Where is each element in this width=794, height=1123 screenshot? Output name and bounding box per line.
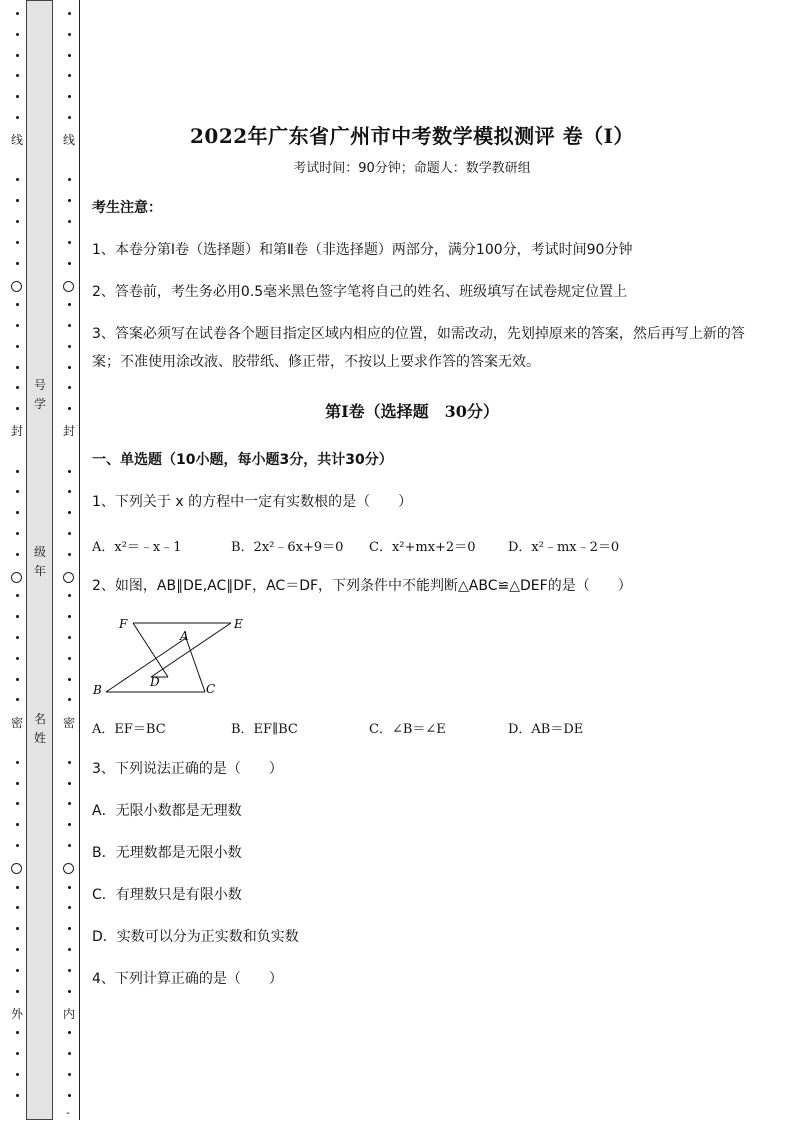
inner-label-feng: 封 — [62, 424, 75, 438]
question-1-option-c[interactable]: C．x²+mx+2＝0 — [369, 540, 476, 555]
binding-dot — [16, 553, 19, 556]
binding-dot — [68, 927, 71, 930]
binding-dot — [68, 678, 71, 681]
binding-dot — [68, 969, 71, 972]
ring-icon — [11, 572, 22, 583]
outer-label-xian: 线 — [10, 133, 23, 147]
part-heading: 一、单选题（10小题，每小题3分，共计30分） — [92, 452, 393, 468]
binding-dot — [16, 178, 19, 181]
inner-label-nei: 内 — [62, 1007, 75, 1021]
binding-dot — [16, 990, 19, 993]
binding-dot — [68, 657, 71, 660]
binding-dot — [16, 470, 19, 473]
figure-label-d: D — [150, 675, 160, 689]
binding-dot — [68, 594, 71, 597]
binding-dot — [68, 407, 71, 410]
question-1-option-b[interactable]: B．2x²﹣6x+9＝0 — [231, 540, 344, 555]
binding-dot — [68, 615, 71, 618]
binding-dot — [68, 33, 71, 36]
field-student-number[interactable]: 号学 — [33, 378, 46, 411]
question-3-option-d[interactable]: D．实数可以分为正实数和负实数 — [92, 929, 299, 945]
binding-dot — [16, 1052, 19, 1055]
binding-dot — [68, 178, 71, 181]
ring-icon — [11, 863, 22, 874]
question-2-option-d[interactable]: D．AB＝DE — [508, 722, 584, 737]
binding-dot — [68, 698, 71, 701]
binding-dot — [68, 886, 71, 889]
binding-dot — [16, 1094, 19, 1097]
inner-label-xian: 线 — [62, 133, 75, 147]
binding-dot — [16, 948, 19, 951]
binding-dot — [16, 906, 19, 909]
binding-dot — [16, 761, 19, 764]
binding-dot — [68, 636, 71, 639]
outer-label-mi: 密 — [10, 716, 23, 730]
ring-icon — [11, 281, 22, 292]
field-name[interactable]: 名姓 — [33, 712, 46, 745]
binding-dot — [16, 262, 19, 265]
ring-icon — [63, 572, 74, 583]
ring-icon — [63, 281, 74, 292]
question-2-option-c[interactable]: C．∠B＝∠E — [369, 722, 446, 737]
binding-dot — [68, 386, 71, 389]
binding-dot — [68, 511, 71, 514]
binding-dot — [68, 802, 71, 805]
binding-dot — [16, 303, 19, 306]
binding-dot — [68, 262, 71, 265]
binding-dot — [16, 594, 19, 597]
binding-dot — [16, 823, 19, 826]
binding-dot — [16, 615, 19, 618]
binding-dot — [68, 116, 71, 119]
question-1-option-a[interactable]: A．x²＝﹣x﹣1 — [92, 540, 182, 555]
binding-dot — [68, 95, 71, 98]
question-2-geometry-figure — [92, 612, 252, 702]
binding-dot — [68, 1031, 71, 1034]
binding-dot — [68, 345, 71, 348]
binding-dot — [16, 324, 19, 327]
question-3-option-a[interactable]: A．无限小数都是无理数 — [92, 803, 242, 819]
figure-label-c: C — [206, 682, 216, 696]
notice-item-1: 1、本卷分第Ⅰ卷（选择题）和第Ⅱ卷（非选择题）两部分，满分100分，考试时间90分钟 — [92, 242, 633, 258]
binding-dot — [16, 1031, 19, 1034]
binding-dot — [16, 386, 19, 389]
notice-item-2: 2、答卷前，考生务必用0.5毫米黑色签字笔将自己的姓名、班级填写在试卷规定位置上 — [92, 284, 628, 300]
binding-dot — [16, 636, 19, 639]
page-title: 2022年广东省广州市中考数学模拟测评 卷（Ⅰ） — [190, 124, 634, 148]
binding-dot — [68, 844, 71, 847]
binding-dot — [68, 761, 71, 764]
binding-dot — [68, 906, 71, 909]
binding-dot — [16, 33, 19, 36]
binding-dot — [16, 116, 19, 119]
binding-inner-line — [79, 0, 80, 1120]
binding-dot — [16, 511, 19, 514]
question-3-stem: 3、下列说法正确的是（ ） — [92, 761, 283, 777]
binding-dot — [68, 1052, 71, 1055]
binding-dot — [16, 54, 19, 57]
binding-dot — [68, 12, 71, 15]
field-grade[interactable]: 级年 — [33, 545, 46, 578]
binding-dot — [68, 303, 71, 306]
notice-heading: 考生注意： — [92, 200, 162, 216]
binding-dot — [16, 802, 19, 805]
binding-dot — [16, 220, 19, 223]
figure-label-b: B — [93, 683, 102, 697]
binding-dot — [68, 220, 71, 223]
question-2-option-b[interactable]: B．EF∥BC — [231, 722, 298, 737]
binding-dot — [68, 324, 71, 327]
notice-item-3: 3、答案必须写在试卷各个题目指定区域内相应的位置，如需改动，先划掉原来的答案，然后再写上新的答案；不准使用涂改液、胶带纸、修正带，不按以上要求作答的答案无效。 — [92, 326, 745, 370]
binding-dot — [16, 241, 19, 244]
section-title: 第Ⅰ卷（选择题 30分） — [325, 402, 499, 421]
binding-dot — [16, 969, 19, 972]
binding-dot — [16, 698, 19, 701]
binding-dot — [68, 990, 71, 993]
binding-dot — [16, 407, 19, 410]
binding-dot — [68, 823, 71, 826]
binding-dot — [16, 657, 19, 660]
binding-dot — [68, 490, 71, 493]
binding-dash: - — [66, 1106, 70, 1119]
binding-dot — [68, 553, 71, 556]
ring-icon — [63, 863, 74, 874]
binding-dot — [68, 366, 71, 369]
binding-dot — [68, 74, 71, 77]
binding-dot — [16, 74, 19, 77]
binding-dot — [68, 54, 71, 57]
binding-dot — [16, 12, 19, 15]
binding-dot — [16, 199, 19, 202]
binding-dot — [16, 844, 19, 847]
question-2-option-a[interactable]: A．EF＝BC — [92, 722, 166, 737]
binding-dot — [68, 948, 71, 951]
binding-dot — [68, 532, 71, 535]
question-3-option-b[interactable]: B．无理数都是无限小数 — [92, 845, 242, 861]
binding-dot — [68, 782, 71, 785]
exam-paper — [92, 0, 782, 1123]
figure-label-a: A — [180, 629, 189, 643]
binding-dot — [68, 1094, 71, 1097]
binding-dot — [16, 886, 19, 889]
question-2-stem: 2、如图，AB∥DE,AC∥DF，AC＝DF，下列条件中不能判断△ABC≌△DEF的是（ ） — [92, 578, 632, 594]
figure-label-f: F — [119, 617, 128, 631]
page-subtitle: 考试时间：90分钟；命题人：数学教研组 — [293, 161, 531, 176]
figure-label-e: E — [234, 617, 243, 631]
question-1-option-d[interactable]: D．x²﹣mx﹣2＝0 — [508, 540, 620, 555]
binding-dot — [16, 490, 19, 493]
binding-dot — [16, 927, 19, 930]
binding-dot — [16, 1073, 19, 1076]
binding-dot — [68, 241, 71, 244]
binding-dot — [16, 95, 19, 98]
question-4-stem: 4、下列计算正确的是（ ） — [92, 971, 283, 987]
binding-strip — [0, 0, 84, 1123]
binding-dot — [16, 678, 19, 681]
question-1-stem: 1、下列关于 x 的方程中一定有实数根的是（ ） — [92, 494, 413, 510]
binding-dot — [16, 366, 19, 369]
outer-label-wai: 外 — [10, 1007, 23, 1021]
question-3-option-c[interactable]: C．有理数只是有限小数 — [92, 887, 242, 903]
binding-dot — [68, 470, 71, 473]
inner-label-mi: 密 — [62, 716, 75, 730]
binding-dot — [68, 199, 71, 202]
outer-label-feng: 封 — [10, 424, 23, 438]
binding-dot — [16, 532, 19, 535]
binding-dot — [16, 782, 19, 785]
binding-dot — [16, 345, 19, 348]
binding-dot — [68, 1073, 71, 1076]
